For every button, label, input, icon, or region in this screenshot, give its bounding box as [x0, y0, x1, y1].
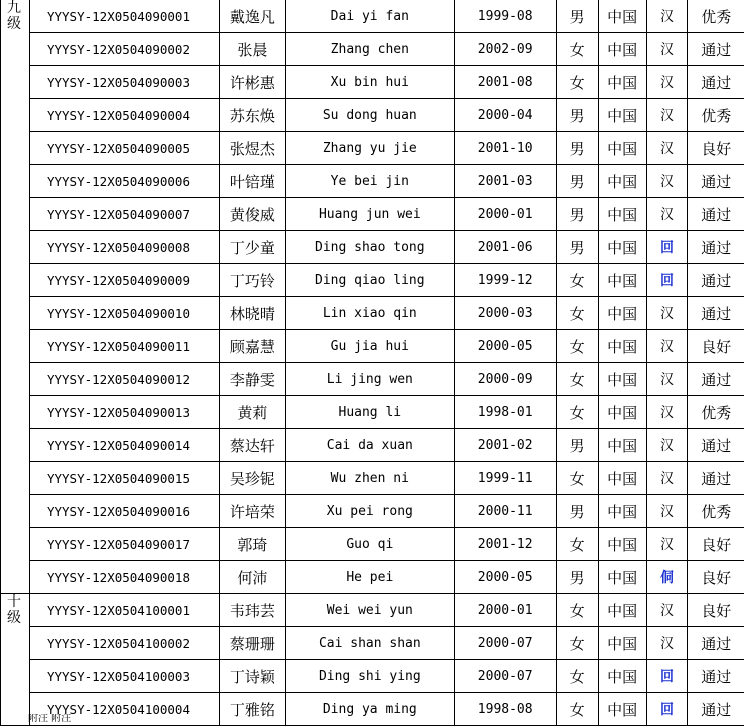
rating-cell: 通过: [688, 264, 744, 297]
pinyin-cell: Zhang yu jie: [285, 132, 454, 165]
name-cell: 黄俊威: [219, 198, 285, 231]
nationality-cell: 中国: [598, 627, 646, 660]
gender-cell: 女: [556, 462, 598, 495]
rating-cell: 优秀: [688, 396, 744, 429]
rating-cell: 通过: [688, 693, 744, 726]
gender-cell: 女: [556, 330, 598, 363]
ethnicity-cell: 回: [646, 660, 688, 693]
birth-date-cell: 2000-01: [454, 198, 556, 231]
nationality-cell: 中国: [598, 33, 646, 66]
birth-date-cell: 2002-09: [454, 33, 556, 66]
grade-group-cell: 十 级: [1, 594, 30, 726]
rating-cell: 良好: [688, 330, 744, 363]
rating-cell: 通过: [688, 429, 744, 462]
rating-cell: 良好: [688, 594, 744, 627]
gender-cell: 女: [556, 693, 598, 726]
birth-date-cell: 2001-08: [454, 66, 556, 99]
pinyin-cell: Su dong huan: [285, 99, 454, 132]
rating-cell: 通过: [688, 198, 744, 231]
rating-cell: 通过: [688, 165, 744, 198]
ethnicity-cell: 汉: [646, 0, 688, 33]
pinyin-cell: Dai yi fan: [285, 0, 454, 33]
pinyin-cell: Ye bei jin: [285, 165, 454, 198]
birth-date-cell: 1999-11: [454, 462, 556, 495]
id-cell: YYYSY-12X0504100001: [29, 594, 219, 627]
pinyin-cell: Huang jun wei: [285, 198, 454, 231]
birth-date-cell: 1999-12: [454, 264, 556, 297]
gender-cell: 女: [556, 396, 598, 429]
gender-cell: 男: [556, 495, 598, 528]
id-cell: YYYSY-12X0504090002: [29, 33, 219, 66]
gender-cell: 女: [556, 33, 598, 66]
nationality-cell: 中国: [598, 429, 646, 462]
pinyin-cell: Ding shao tong: [285, 231, 454, 264]
name-cell: 林晓晴: [219, 297, 285, 330]
name-cell: 吴珍铌: [219, 462, 285, 495]
table-row: [1, 165, 744, 198]
pinyin-cell: Gu jia hui: [285, 330, 454, 363]
name-cell: 丁少童: [219, 231, 285, 264]
table-row: [1, 594, 744, 627]
nationality-cell: 中国: [598, 165, 646, 198]
rating-cell: 通过: [688, 231, 744, 264]
ethnicity-cell: 汉: [646, 528, 688, 561]
nationality-cell: 中国: [598, 396, 646, 429]
ethnicity-cell: 汉: [646, 429, 688, 462]
id-cell: YYYSY-12X0504090015: [29, 462, 219, 495]
ethnicity-cell: 回: [646, 264, 688, 297]
rating-cell: 通过: [688, 462, 744, 495]
ethnicity-cell: 汉: [646, 198, 688, 231]
table-row: [1, 297, 744, 330]
nationality-cell: 中国: [598, 363, 646, 396]
gender-cell: 女: [556, 528, 598, 561]
rating-cell: 良好: [688, 132, 744, 165]
id-cell: YYYSY-12X0504090006: [29, 165, 219, 198]
ethnicity-cell: 汉: [646, 594, 688, 627]
pinyin-cell: Ding ya ming: [285, 693, 454, 726]
rating-cell: 通过: [688, 66, 744, 99]
name-cell: 许培荣: [219, 495, 285, 528]
birth-date-cell: 1998-01: [454, 396, 556, 429]
id-cell: YYYSY-12X0504090004: [29, 99, 219, 132]
id-cell: YYYSY-12X0504090018: [29, 561, 219, 594]
name-cell: 张晨: [219, 33, 285, 66]
rating-cell: 通过: [688, 33, 744, 66]
ethnicity-cell: 汉: [646, 495, 688, 528]
pinyin-cell: Xu bin hui: [285, 66, 454, 99]
table-row: [1, 528, 744, 561]
birth-date-cell: 2001-06: [454, 231, 556, 264]
birth-date-cell: 2000-09: [454, 363, 556, 396]
gender-cell: 男: [556, 132, 598, 165]
id-cell: YYYSY-12X0504090011: [29, 330, 219, 363]
name-cell: 叶锫瑾: [219, 165, 285, 198]
gender-cell: 男: [556, 561, 598, 594]
gender-cell: 女: [556, 297, 598, 330]
table-row: [1, 198, 744, 231]
table-row: [1, 132, 744, 165]
id-cell: YYYSY-12X0504100003: [29, 660, 219, 693]
birth-date-cell: 2001-12: [454, 528, 556, 561]
birth-date-cell: 2000-05: [454, 330, 556, 363]
gender-cell: 女: [556, 363, 598, 396]
pinyin-cell: Lin xiao qin: [285, 297, 454, 330]
birth-date-cell: 2000-03: [454, 297, 556, 330]
table-row: [1, 0, 744, 33]
birth-date-cell: 2000-07: [454, 660, 556, 693]
birth-date-cell: 2000-07: [454, 627, 556, 660]
id-cell: YYYSY-12X0504090009: [29, 264, 219, 297]
name-cell: 丁巧铃: [219, 264, 285, 297]
name-cell: 李静雯: [219, 363, 285, 396]
gender-cell: 男: [556, 99, 598, 132]
id-cell: YYYSY-12X0504090008: [29, 231, 219, 264]
rating-cell: 通过: [688, 363, 744, 396]
birth-date-cell: 1999-08: [454, 0, 556, 33]
ethnicity-cell: 汉: [646, 330, 688, 363]
pinyin-cell: Zhang chen: [285, 33, 454, 66]
ethnicity-cell: 汉: [646, 99, 688, 132]
id-cell: YYYSY-12X0504090013: [29, 396, 219, 429]
nationality-cell: 中国: [598, 330, 646, 363]
nationality-cell: 中国: [598, 66, 646, 99]
pinyin-cell: Xu pei rong: [285, 495, 454, 528]
grade-group-cell: 九 级: [1, 0, 30, 594]
id-cell: YYYSY-12X0504090017: [29, 528, 219, 561]
nationality-cell: 中国: [598, 132, 646, 165]
nationality-cell: 中国: [598, 264, 646, 297]
id-cell: YYYSY-12X0504100004: [29, 693, 219, 726]
gender-cell: 男: [556, 198, 598, 231]
ethnicity-cell: 汉: [646, 297, 688, 330]
name-cell: 苏东焕: [219, 99, 285, 132]
table-row: [1, 231, 744, 264]
ethnicity-cell: 汉: [646, 132, 688, 165]
id-cell: YYYSY-12X0504090012: [29, 363, 219, 396]
birth-date-cell: 2000-01: [454, 594, 556, 627]
pinyin-cell: Wei wei yun: [285, 594, 454, 627]
table-row: [1, 66, 744, 99]
nationality-cell: 中国: [598, 561, 646, 594]
table-row: [1, 363, 744, 396]
gender-cell: 女: [556, 594, 598, 627]
table-row: [1, 561, 744, 594]
pinyin-cell: Guo qi: [285, 528, 454, 561]
ethnicity-cell: 回: [646, 693, 688, 726]
name-cell: 蔡珊珊: [219, 627, 285, 660]
roster-rows: [1, 0, 744, 726]
table-row: [1, 264, 744, 297]
table-footnote: 附注 附注: [0, 714, 744, 723]
ethnicity-cell: 回: [646, 231, 688, 264]
id-cell: YYYSY-12X0504100002: [29, 627, 219, 660]
id-cell: YYYSY-12X0504090003: [29, 66, 219, 99]
rating-cell: 良好: [688, 528, 744, 561]
table-row: [1, 462, 744, 495]
name-cell: 顾嘉慧: [219, 330, 285, 363]
pinyin-cell: He pei: [285, 561, 454, 594]
pinyin-cell: Wu zhen ni: [285, 462, 454, 495]
rating-cell: 通过: [688, 660, 744, 693]
name-cell: 韦玮芸: [219, 594, 285, 627]
rating-cell: 良好: [688, 561, 744, 594]
table-row: [1, 627, 744, 660]
pinyin-cell: Cai da xuan: [285, 429, 454, 462]
gender-cell: 女: [556, 660, 598, 693]
id-cell: YYYSY-12X0504090016: [29, 495, 219, 528]
nationality-cell: 中国: [598, 660, 646, 693]
ethnicity-cell: 汉: [646, 165, 688, 198]
ethnicity-cell: 汉: [646, 363, 688, 396]
id-cell: YYYSY-12X0504090014: [29, 429, 219, 462]
rating-cell: 通过: [688, 297, 744, 330]
birth-date-cell: 2000-11: [454, 495, 556, 528]
id-cell: YYYSY-12X0504090001: [29, 0, 219, 33]
nationality-cell: 中国: [598, 462, 646, 495]
table-row: [1, 33, 744, 66]
gender-cell: 男: [556, 429, 598, 462]
birth-date-cell: 2001-10: [454, 132, 556, 165]
rating-cell: 通过: [688, 627, 744, 660]
name-cell: 丁雅铭: [219, 693, 285, 726]
ethnicity-cell: 汉: [646, 396, 688, 429]
pinyin-cell: Li jing wen: [285, 363, 454, 396]
name-cell: 张煜杰: [219, 132, 285, 165]
gender-cell: 男: [556, 165, 598, 198]
ethnicity-cell: 汉: [646, 462, 688, 495]
nationality-cell: 中国: [598, 99, 646, 132]
table-row: [1, 396, 744, 429]
id-cell: YYYSY-12X0504090007: [29, 198, 219, 231]
pinyin-cell: Huang li: [285, 396, 454, 429]
gender-cell: 女: [556, 66, 598, 99]
nationality-cell: 中国: [598, 231, 646, 264]
ethnicity-cell: 汉: [646, 66, 688, 99]
id-cell: YYYSY-12X0504090010: [29, 297, 219, 330]
gender-cell: 女: [556, 627, 598, 660]
gender-cell: 女: [556, 264, 598, 297]
nationality-cell: 中国: [598, 0, 646, 33]
birth-date-cell: 2001-02: [454, 429, 556, 462]
pinyin-cell: Cai shan shan: [285, 627, 454, 660]
id-cell: YYYSY-12X0504090005: [29, 132, 219, 165]
birth-date-cell: 2001-03: [454, 165, 556, 198]
nationality-cell: 中国: [598, 693, 646, 726]
rating-cell: 优秀: [688, 0, 744, 33]
name-cell: 黄莉: [219, 396, 285, 429]
name-cell: 丁诗颖: [219, 660, 285, 693]
nationality-cell: 中国: [598, 528, 646, 561]
birth-date-cell: 2000-04: [454, 99, 556, 132]
ethnicity-cell: 汉: [646, 33, 688, 66]
name-cell: 许彬惠: [219, 66, 285, 99]
table-row: [1, 99, 744, 132]
pinyin-cell: Ding qiao ling: [285, 264, 454, 297]
table-row: [1, 429, 744, 462]
name-cell: 蔡达轩: [219, 429, 285, 462]
ethnicity-cell: 汉: [646, 627, 688, 660]
birth-date-cell: 2000-05: [454, 561, 556, 594]
gender-cell: 男: [556, 231, 598, 264]
table-row: [1, 495, 744, 528]
table-row: [1, 660, 744, 693]
birth-date-cell: 1998-08: [454, 693, 556, 726]
rating-cell: 优秀: [688, 99, 744, 132]
ethnicity-cell: 侗: [646, 561, 688, 594]
table-row: [1, 330, 744, 363]
nationality-cell: 中国: [598, 594, 646, 627]
nationality-cell: 中国: [598, 198, 646, 231]
gender-cell: 男: [556, 0, 598, 33]
name-cell: 戴逸凡: [219, 0, 285, 33]
name-cell: 郭琦: [219, 528, 285, 561]
pinyin-cell: Ding shi ying: [285, 660, 454, 693]
name-cell: 何沛: [219, 561, 285, 594]
nationality-cell: 中国: [598, 495, 646, 528]
rating-cell: 优秀: [688, 495, 744, 528]
nationality-cell: 中国: [598, 297, 646, 330]
